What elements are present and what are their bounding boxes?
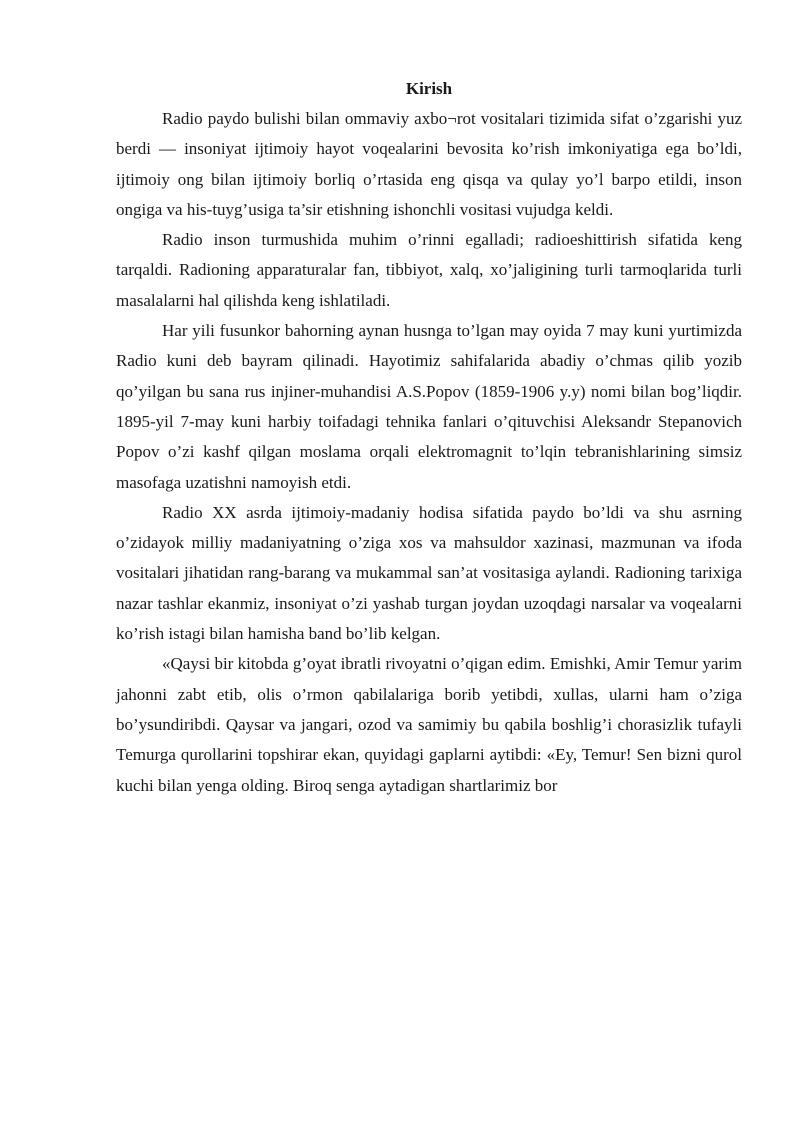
paragraph-1: Radio paydo bulishi bilan ommaviy axbo¬rot vositalari tizimida sifat o’zgarishi yuz berdi — insoniyat ijtimoiy hayot voqealarini bevosita ko’rish imkoniyatiga ega bo’ldi, ijtimoiy ong bilan ijtimoiy borliq o’rtasida eng qisqa va qulay yo’l barpo etildi, inson ongiga va his-tuyg’usiga ta’sir etishning ishonchli vositasi vujudga keldi.	[116, 109, 742, 219]
document-body	[116, 74, 742, 801]
paragraph-4: Radio XX asrda ijtimoiy-madaniy hodisa sifatida paydo bo’ldi va shu asrning o’zidayok milliy madaniyatning o’ziga xos va mahsuldor xazinasi, mazmunan va ifoda vositalari jihatidan rang-barang va mukammal san’at vositasiga aylandi. Radioning tarixiga nazar tashlar ekanmiz, insoniyat o’zi yashab turgan joydan uzoqdagi narsalar va voqealarni ko’rish istagi bilan hamisha band bo’lib kelgan.	[116, 502, 742, 644]
paragraph-3: Har yili fusunkor bahorning aynan husnga to’lgan may oyida 7 may kuni yurtimizda Radio kuni deb bayram qilinadi. Hayotimiz sahifalarida abadiy o’chmas qilib yozib qo’yilgan bu sana rus injiner-muhandisi A.S.Popov (1859-1906 y.y) nomi bilan bog’liqdir. 1895-yil 7-may kuni harbiy toifadagi tehnika fanlari o’qituvchisi Aleksandr Stepanovich Popov o’zi kashf qilgan moslama orqali elektromagnit to’lqin tebranishlarining simsiz masofaga uzatishni namoyish etdi.	[116, 321, 742, 492]
document-title: Kirish	[405, 79, 453, 98]
paragraph-5: «Qaysi bir kitobda g’oyat ibratli rivoyatni o’qigan edim. Emishki, Amir Temur yarim jahonni zabt etib, olis o’rmon qabilalariga borib yetibdi, xullas, ularni ham o’ziga bo’ysundiribdi. Qaysar va jangari, ozod va samimiy bu qabila boshlig’i chorasizlik tufayli Temurga qurollarini topshirar ekan, quyidagi gaplarni aytibdi: «Ey, Temur! Sen bizni qurol kuchi bilan yenga olding. Biroq senga aytadigan shartlarimiz bor	[116, 654, 742, 795]
paragraph-2: Radio inson turmushida muhim o’rinni egalladi; radioeshittirish sifatida keng tarqaldi. Radioning apparaturalar fan, tibbiyot, xalq, xo’jaligining turli tarmoqlarida turli masalalarni hal qilishda keng ishlatiladi.	[116, 230, 742, 310]
